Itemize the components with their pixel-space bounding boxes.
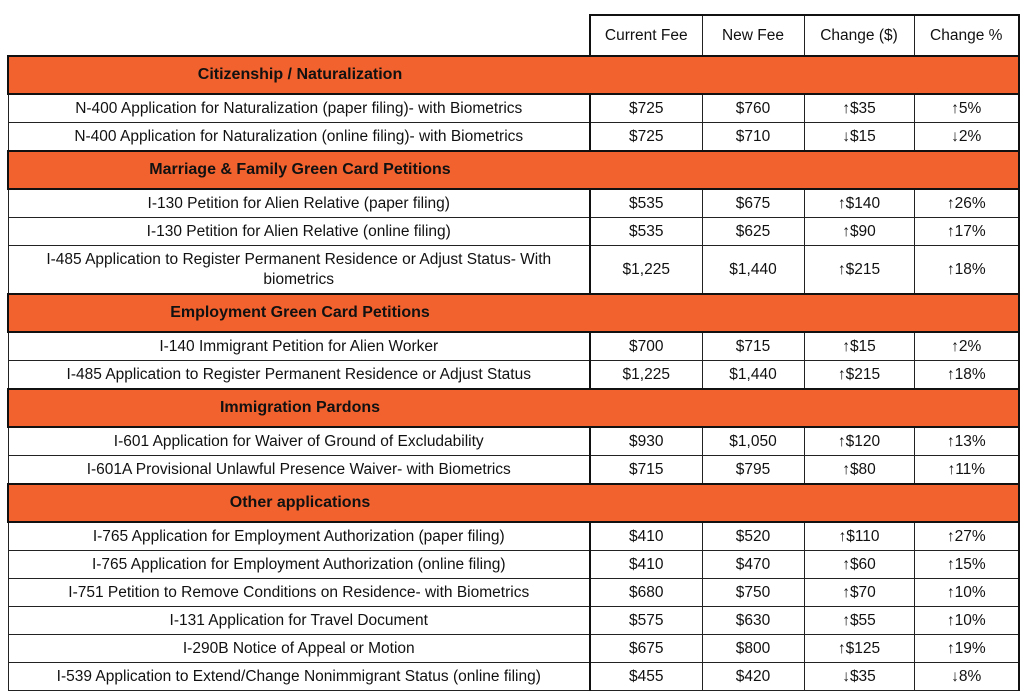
section-row <box>8 294 1019 332</box>
new-fee-cell: $750 <box>702 579 804 607</box>
form-name-cell: I-130 Petition for Alien Relative (online filing) <box>8 218 590 246</box>
new-fee-cell: $1,440 <box>702 246 804 295</box>
change-pct-cell: ↑17% <box>914 218 1019 246</box>
section-header <box>8 484 1019 522</box>
current-fee-cell: $535 <box>590 218 702 246</box>
current-fee-cell: $930 <box>590 427 702 456</box>
change-dollar-cell: ↓$15 <box>804 123 914 152</box>
change-dollar-cell: ↑$215 <box>804 246 914 295</box>
form-name-cell: I-765 Application for Employment Authorization (paper filing) <box>8 522 590 551</box>
form-name-cell: I-485 Application to Register Permanent Residence or Adjust Status- With biometrics <box>8 246 590 295</box>
form-name-cell: I-601 Application for Waiver of Ground of Excludability <box>8 427 590 456</box>
form-name-cell: I-131 Application for Travel Document <box>8 607 590 635</box>
change-pct-cell: ↓2% <box>914 123 1019 152</box>
current-fee-cell: $725 <box>590 123 702 152</box>
fee-table-body <box>8 15 1019 691</box>
change-dollar-cell: ↓$35 <box>804 663 914 691</box>
change-dollar-cell: ↑$35 <box>804 94 914 123</box>
change-dollar-cell: ↑$80 <box>804 456 914 485</box>
change-dollar-cell: ↑$140 <box>804 189 914 218</box>
section-header <box>8 294 1019 332</box>
change-dollar-cell: ↑$55 <box>804 607 914 635</box>
change-dollar-cell: ↑$70 <box>804 579 914 607</box>
new-fee-cell: $630 <box>702 607 804 635</box>
header-change-dollar: Change ($) <box>804 15 914 56</box>
section-title: Other applications <box>229 494 371 511</box>
fee-table <box>7 14 1020 691</box>
section-header <box>8 56 1019 94</box>
header-change-pct: Change % <box>914 15 1019 56</box>
current-fee-cell: $675 <box>590 635 702 663</box>
change-dollar-cell: ↑$60 <box>804 551 914 579</box>
table-row <box>8 522 1019 551</box>
table-row <box>8 94 1019 123</box>
table-header-row <box>8 15 1019 56</box>
new-fee-cell: $800 <box>702 635 804 663</box>
form-name-cell: I-290B Notice of Appeal or Motion <box>8 635 590 663</box>
section-title: Citizenship / Naturalization <box>197 66 403 83</box>
header-blank-cell <box>8 15 590 56</box>
form-name-cell: I-130 Petition for Alien Relative (paper filing) <box>8 189 590 218</box>
current-fee-cell: $410 <box>590 522 702 551</box>
section-row <box>8 56 1019 94</box>
section-row <box>8 484 1019 522</box>
new-fee-cell: $795 <box>702 456 804 485</box>
form-name-cell: I-601A Provisional Unlawful Presence Waiver- with Biometrics <box>8 456 590 485</box>
change-pct-cell: ↑18% <box>914 246 1019 295</box>
change-dollar-cell: ↑$125 <box>804 635 914 663</box>
change-pct-cell: ↑5% <box>914 94 1019 123</box>
new-fee-cell: $715 <box>702 332 804 361</box>
form-name-cell: I-539 Application to Extend/Change Nonimmigrant Status (online filing) <box>8 663 590 691</box>
table-row <box>8 607 1019 635</box>
change-dollar-cell: ↑$120 <box>804 427 914 456</box>
form-name-cell: N-400 Application for Naturalization (online filing)- with Biometrics <box>8 123 590 152</box>
table-row <box>8 551 1019 579</box>
new-fee-cell: $520 <box>702 522 804 551</box>
change-pct-cell: ↑15% <box>914 551 1019 579</box>
current-fee-cell: $1,225 <box>590 361 702 390</box>
section-header <box>8 389 1019 427</box>
header-new-fee: New Fee <box>702 15 804 56</box>
current-fee-cell: $535 <box>590 189 702 218</box>
new-fee-cell: $470 <box>702 551 804 579</box>
section-row <box>8 151 1019 189</box>
change-pct-cell: ↑18% <box>914 361 1019 390</box>
table-row <box>8 427 1019 456</box>
table-row <box>8 361 1019 390</box>
section-row <box>8 389 1019 427</box>
change-pct-cell: ↑10% <box>914 579 1019 607</box>
new-fee-cell: $625 <box>702 218 804 246</box>
change-pct-cell: ↑2% <box>914 332 1019 361</box>
change-pct-cell: ↑11% <box>914 456 1019 485</box>
change-pct-cell: ↑26% <box>914 189 1019 218</box>
current-fee-cell: $715 <box>590 456 702 485</box>
table-row <box>8 218 1019 246</box>
change-dollar-cell: ↑$90 <box>804 218 914 246</box>
change-pct-cell: ↑27% <box>914 522 1019 551</box>
form-name-cell: I-485 Application to Register Permanent Residence or Adjust Status <box>8 361 590 390</box>
form-name-cell: I-765 Application for Employment Authorization (online filing) <box>8 551 590 579</box>
form-name-cell: I-751 Petition to Remove Conditions on Residence- with Biometrics <box>8 579 590 607</box>
new-fee-cell: $1,440 <box>702 361 804 390</box>
change-dollar-cell: ↑$15 <box>804 332 914 361</box>
new-fee-cell: $675 <box>702 189 804 218</box>
table-row <box>8 332 1019 361</box>
current-fee-cell: $700 <box>590 332 702 361</box>
section-title: Marriage & Family Green Card Petitions <box>149 161 451 178</box>
current-fee-cell: $1,225 <box>590 246 702 295</box>
new-fee-cell: $420 <box>702 663 804 691</box>
section-title: Employment Green Card Petitions <box>170 304 430 321</box>
table-row <box>8 635 1019 663</box>
current-fee-cell: $725 <box>590 94 702 123</box>
new-fee-cell: $1,050 <box>702 427 804 456</box>
new-fee-cell: $760 <box>702 94 804 123</box>
table-row <box>8 456 1019 485</box>
section-title: Immigration Pardons <box>219 399 381 416</box>
change-pct-cell: ↑13% <box>914 427 1019 456</box>
table-row <box>8 123 1019 152</box>
table-row <box>8 189 1019 218</box>
table-row <box>8 663 1019 691</box>
current-fee-cell: $575 <box>590 607 702 635</box>
form-name-cell: I-140 Immigrant Petition for Alien Worker <box>8 332 590 361</box>
current-fee-cell: $410 <box>590 551 702 579</box>
table-row <box>8 579 1019 607</box>
change-dollar-cell: ↑$215 <box>804 361 914 390</box>
change-pct-cell: ↓8% <box>914 663 1019 691</box>
change-pct-cell: ↑19% <box>914 635 1019 663</box>
new-fee-cell: $710 <box>702 123 804 152</box>
section-header <box>8 151 1019 189</box>
current-fee-cell: $455 <box>590 663 702 691</box>
header-current-fee: Current Fee <box>590 15 702 56</box>
change-pct-cell: ↑10% <box>914 607 1019 635</box>
change-dollar-cell: ↑$110 <box>804 522 914 551</box>
table-row <box>8 246 1019 295</box>
form-name-cell: N-400 Application for Naturalization (paper filing)- with Biometrics <box>8 94 590 123</box>
current-fee-cell: $680 <box>590 579 702 607</box>
